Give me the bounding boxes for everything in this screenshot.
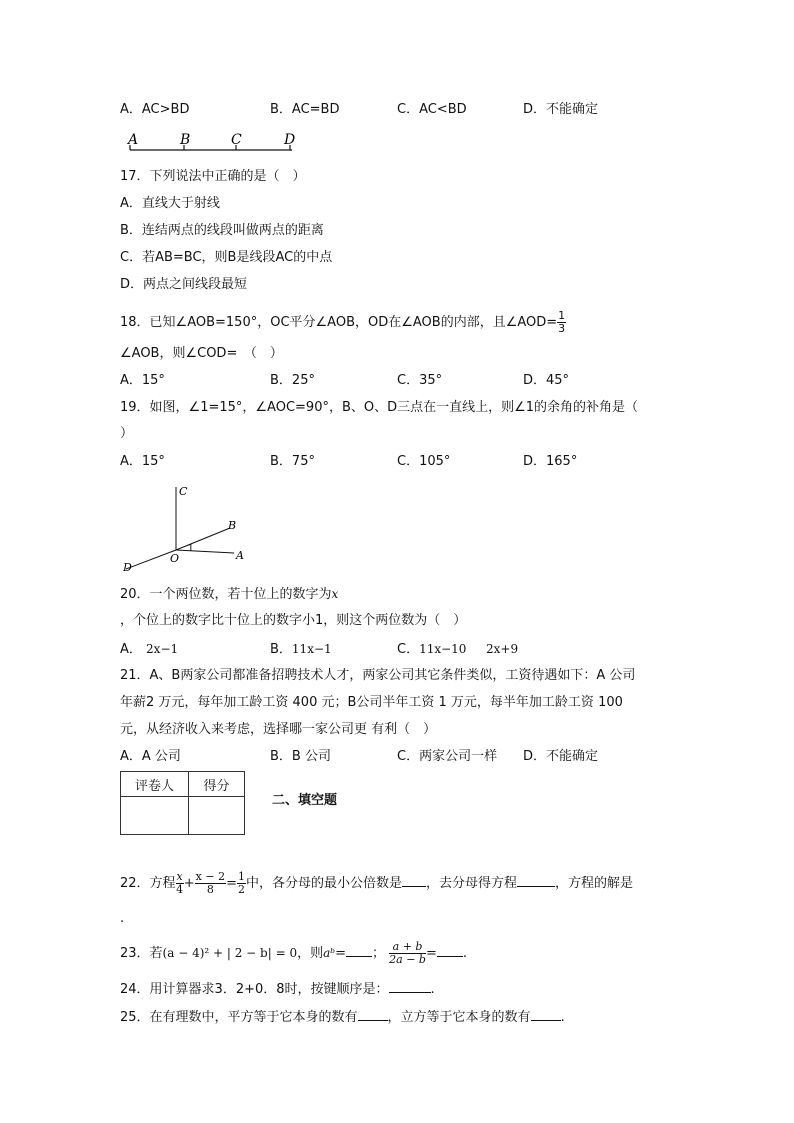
q21-line-3: 元，从经济收入来考虑，选择哪一家公司更 有利（ ） [120, 722, 437, 737]
q23-blank-1[interactable] [346, 944, 372, 957]
q20-option-a-expr: 2x−1 [146, 642, 179, 656]
q20-option-c-expr: 11x−10 [419, 642, 467, 656]
label-d: D [123, 561, 132, 574]
q16-option-d: D．不能确定 [523, 102, 599, 117]
angle-figure [118, 480, 258, 575]
q21-option-d: D．不能确定 [523, 749, 599, 764]
q24-blank[interactable] [389, 980, 431, 993]
q22-frac-3: $\frac{1}{2}$ [238, 870, 245, 896]
q23-stem: 23．若(a − 4)² + | 2 − b| = 0，则aᵇ= ； $\frac{a + b}{2a - b}$ = . [120, 940, 467, 966]
q19-option-b: B．75° [270, 454, 315, 469]
q20-stem-cont: ，个位上的数字比十位上的数字小1，则这个两位数为（ ） [120, 613, 467, 628]
q20-var: x [331, 587, 339, 601]
q23-expr: (a − 4)² + | 2 − b| = 0 [162, 946, 298, 960]
label-d: D [284, 132, 296, 148]
label-a: A [236, 549, 244, 562]
q22-frac-2: $\frac{x - 2}{8}$ [195, 870, 226, 896]
q19-stem: 19．如图，∠1=15°，∠AOC=90°，B、O、D三点在一直线上，则∠1的余角的补角是（ [120, 400, 639, 415]
q16-option-c: C．AC<BD [397, 102, 467, 117]
q22-frac-1: $\frac{x}{4}$ [176, 870, 184, 896]
q20-option-d-expr: 2x+9 [486, 642, 519, 656]
q21-line-1: 21．A、B两家公司都准备招聘技术人才，两家公司其它条件类似，工资待遇如下：A 公司 [120, 668, 636, 683]
score-header: 得分 [189, 772, 245, 797]
q18-option-a: A．15° [120, 373, 165, 388]
label-angle-1: 1 [188, 544, 194, 554]
q23-blank-2[interactable] [437, 944, 463, 957]
q20-option-c: C．11x−10 [397, 642, 467, 657]
q20-stem-text: 20．一个两位数，若十位上的数字为 [120, 587, 332, 602]
q18-option-c: C．35° [397, 373, 443, 388]
q20-option-b-expr: 11x−1 [291, 642, 332, 656]
q22-blank-equation[interactable] [517, 874, 555, 887]
q17-option-c: C．若AB=BC，则B是线段AC的中点 [120, 250, 333, 265]
q18-stem-text: 18．已知∠AOB=150°，OC平分∠AOB，OD在∠AOB的内部，且∠AOD= [120, 315, 558, 330]
q21-option-a: A．A 公司 [120, 749, 181, 764]
label-c: C [179, 485, 188, 498]
q19-option-c: C．105° [397, 454, 451, 469]
q23-power: aᵇ [323, 946, 336, 960]
label-a: A [128, 132, 139, 148]
q17-option-b: B．连结两点的线段叫做两点的距离 [120, 223, 324, 238]
q20-stem [120, 585, 338, 604]
label-c: C [231, 132, 242, 148]
q16-option-b: B．AC=BD [270, 102, 340, 117]
q19-option-d: D．165° [523, 454, 578, 469]
q25-stem: 25．在有理数中，平方等于它本身的数有 ，立方等于它本身的数有 . [120, 1010, 565, 1025]
q22-blank-lcm[interactable] [402, 874, 426, 887]
q18-fraction: $\frac{1}{3}$ [558, 309, 566, 335]
q19-stem-cont: ） [120, 426, 134, 441]
score-cell[interactable] [189, 797, 245, 835]
q17-option-a: A．直线大于射线 [120, 196, 220, 211]
q18-stem-cont: ∠AOB，则∠COD= （ ） [120, 346, 283, 361]
label-o: O [170, 552, 180, 565]
label-b: B [180, 132, 191, 148]
q18-option-d: D．45° [523, 373, 570, 388]
q17-stem: 17．下列说法中正确的是（ ） [120, 169, 306, 184]
q25-blank-1[interactable] [358, 1008, 388, 1021]
q23-frac: $\frac{a + b}{2a - b}$ [389, 940, 426, 966]
q21-option-c: C．两家公司一样 [397, 749, 498, 764]
q18-stem [120, 310, 566, 335]
q22-end: . [120, 911, 125, 926]
q19-option-a: A．15° [120, 454, 165, 469]
label-b: B [228, 519, 237, 532]
q25-blank-2[interactable] [531, 1008, 561, 1021]
q17-option-d: D．两点之间线段最短 [120, 277, 248, 292]
q21-line-2: 年薪2 万元，每年加工龄工资 400 元；B公司半年工资 1 万元，每半年加工龄工资 100 [120, 695, 623, 710]
segment-figure [120, 128, 310, 158]
grader-header: 评卷人 [121, 772, 189, 797]
q20-option-b: B．11x−1 [270, 642, 332, 657]
grader-cell[interactable] [121, 797, 189, 835]
q21-option-b: B．B 公司 [270, 749, 331, 764]
q16-option-a: A．AC>BD [120, 102, 190, 117]
section-title: 二、填空题 [272, 793, 338, 808]
grade-table [120, 771, 245, 835]
q20-option-a: A． 2x−1 [120, 642, 179, 657]
q18-option-b: B．25° [270, 373, 315, 388]
q22-stem: 22．方程 $\frac{x}{4}$ + $\frac{x - 2}{8}$ = $\frac{1}{2}$ 中，各分母的最小公倍数是 ，去分母得方程 ，方程的解是 [120, 870, 634, 896]
q24-stem: 24．用计算器求3．2+0．8时，按键顺序是： . [120, 982, 435, 997]
